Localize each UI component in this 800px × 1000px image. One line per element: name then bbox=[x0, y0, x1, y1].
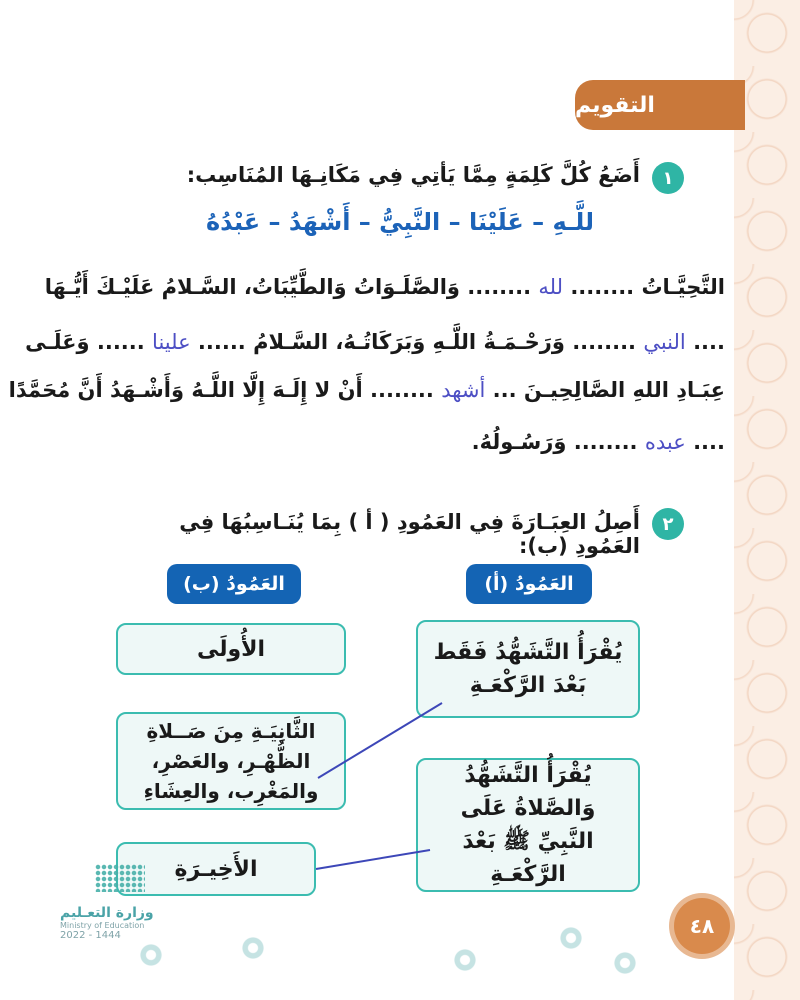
flower-ornament bbox=[452, 947, 478, 973]
line-4-start: .... bbox=[693, 430, 725, 454]
word-bank: للَّـهِ – عَلَيْنَا – النَّبِيُّ – أَشْهَدُ – عَبْدُهُ bbox=[205, 208, 595, 236]
ministry-name-arabic: وزارة التعـليم bbox=[60, 905, 154, 921]
paragraph-line-2 bbox=[25, 330, 725, 354]
decorative-dots bbox=[95, 864, 145, 892]
question-1-prompt: أَضَعُ كُلَّ كَلِمَةٍ مِمَّا يَأتِي فِي مَكَانِـهَا المُنَاسِب: bbox=[186, 163, 640, 187]
column-a-item-2[interactable]: يُقْرَأُ التَّشَهُّدُ وَالصَّلاةُ عَلَى النَّبِيِّ ﷺ بَعْدَ الرَّكْعَـةِ bbox=[416, 758, 640, 892]
section-title: التقويم bbox=[575, 80, 745, 130]
flower-ornament bbox=[240, 935, 266, 961]
column-a-item-1[interactable]: يُقْرَأُ التَّشَهُّدُ فَقَط بَعْدَ الرَّكْعَـةِ bbox=[416, 620, 640, 718]
question-1-number: ١ bbox=[652, 162, 684, 194]
edition-year: 2022 - 1444 bbox=[60, 930, 121, 941]
line-3-end: ........ أَنْ لا إِلَـهَ إِلَّا اللَّـهُ وَأَشْـهَدُ أَنَّ مُحَمَّدًا bbox=[8, 378, 434, 402]
page-number: ٤٨ bbox=[674, 898, 730, 954]
answer-5: عبده bbox=[644, 430, 686, 454]
answer-2: النبي bbox=[643, 330, 686, 354]
answer-3: علينا bbox=[152, 330, 191, 354]
column-b-title: العَمُودُ (ب) bbox=[167, 564, 301, 604]
column-b-item-2[interactable]: الثَّانِيَـةِ مِنَ صَــلاةِ الظُّهْـرِ، والعَصْرِ، والمَغْرِب، والعِشَاءِ bbox=[116, 712, 346, 810]
line-2-start: .... bbox=[693, 330, 725, 354]
column-b-item-3[interactable]: الأَخِيـرَةِ bbox=[116, 842, 316, 896]
column-b-item-1[interactable]: الأُولَى bbox=[116, 623, 346, 675]
answer-4: أشهد bbox=[441, 378, 486, 402]
match-line-2 bbox=[316, 850, 430, 869]
flower-ornament bbox=[558, 925, 584, 951]
paragraph-line-4 bbox=[472, 430, 725, 454]
question-2-prompt: أَصِلُ العِبَـارَةَ فِي العَمُودِ ( أ ) بِمَا يُنَـاسِبُهَا فِي العَمُودِ (ب): bbox=[179, 510, 640, 558]
line-1-end: ........ وَالصَّلَـوَاتُ وَالطَّيِّبَاتُ، السَّـلامُ عَلَيْـكَ أَيُّـهَا bbox=[44, 275, 532, 299]
answer-1: لله bbox=[538, 275, 564, 299]
flower-ornament bbox=[138, 942, 164, 968]
ministry-logo bbox=[60, 905, 154, 941]
line-2-middle: ........ وَرَحْـمَـةُ اللَّـهِ وَبَرَكَاتُـهُ، السَّـلامُ ...... bbox=[197, 330, 637, 354]
ministry-name-english: Ministry of Education bbox=[60, 921, 145, 930]
line-1-start: التَّحِيَّـاتُ ........ bbox=[570, 275, 725, 299]
question-2-number: ٢ bbox=[652, 508, 684, 540]
flower-ornament bbox=[612, 950, 638, 976]
line-3-start: عِبَـادِ اللهِ الصَّالِحِيـنَ ... bbox=[492, 378, 725, 402]
line-4-end: ........ وَرَسُـولُهُ. bbox=[471, 430, 638, 454]
paragraph-line-1 bbox=[45, 275, 725, 299]
column-a-title: العَمُودُ (أ) bbox=[466, 564, 592, 604]
line-2-end: ...... وَعَلَـى bbox=[25, 330, 145, 354]
paragraph-line-3 bbox=[9, 378, 725, 402]
decorative-border bbox=[734, 0, 800, 1000]
